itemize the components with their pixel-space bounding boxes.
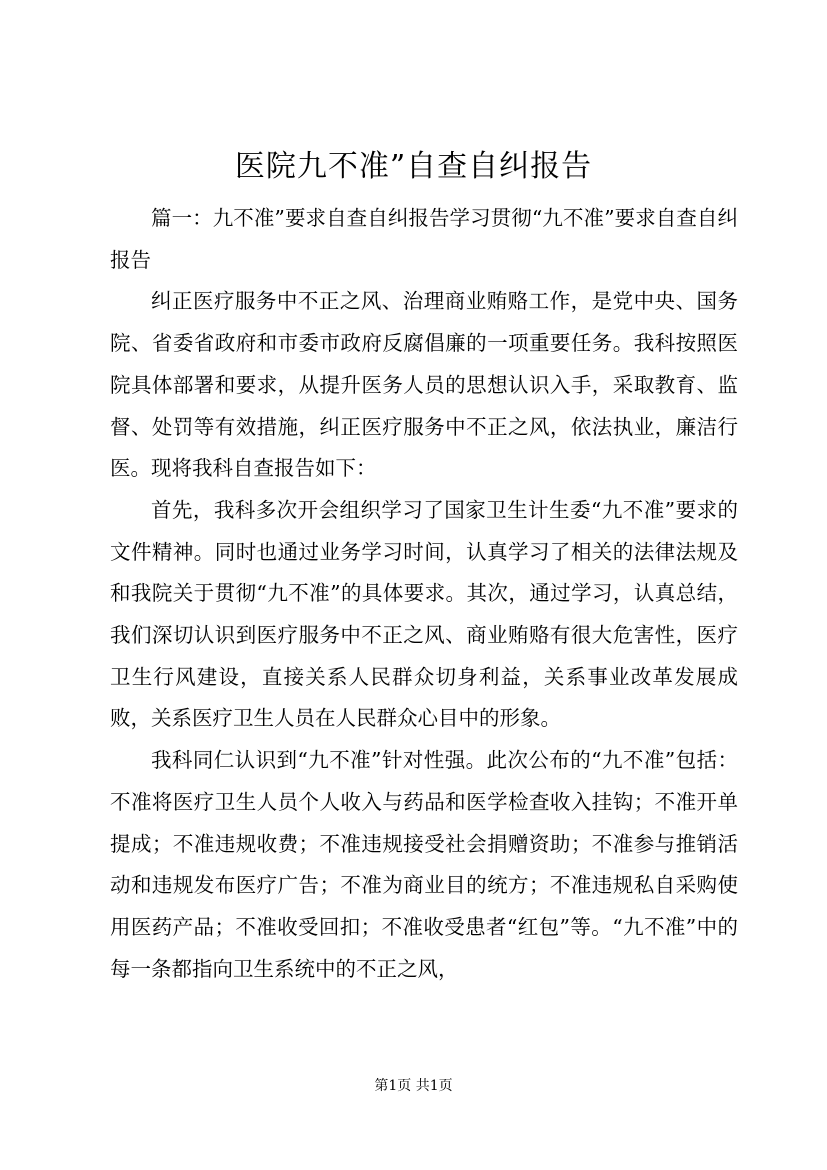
- document-title: 医院九不准”自查自纠报告: [234, 149, 593, 184]
- paragraph: 纠正医疗服务中不正之风、治理商业贿赂工作，是党中央、国务院、省委省政府和市委市政府反腐倡廉的一项重要任务。我科按照医院具体部署和要求，从提升医务人员的思想认识入手，采取教育、监督、处罚等有效措施，纠正医疗服务中不正之风，依法执业，廉洁行医。现将我科自查报告如下：: [110, 289, 738, 481]
- document-body: [110, 198, 738, 990]
- paragraph: 我科同仁认识到“九不准”针对性强。此次公布的“九不准”包括：不准将医疗卫生人员个人收入与药品和医学检查收入挂钩；不准开单提成；不准违规收费；不准违规接受社会捐赠资助；不准参与推销活动和违规发布医疗广告；不准为商业目的统方；不准违规私自采购使用医药产品；不准收受回扣；不准收受患者“红包”等。“九不准”中的每一条都指向卫生系统中的不正之风，: [110, 748, 738, 981]
- section-subheading: 篇一：九不准”要求自查自纠报告学习贯彻“九不准”要求自查自纠报告: [110, 206, 738, 272]
- page-footer: 第1页 共1页: [374, 1078, 453, 1094]
- paragraph: 首先，我科多次开会组织学习了国家卫生计生委“九不准”要求的文件精神。同时也通过业务学习时间，认真学习了相关的法律法规及和我院关于贯彻“九不准”的具体要求。其次，通过学习，认真总结，我们深切认识到医疗服务中不正之风、商业贿赂有很大危害性，医疗卫生行风建设，直接关系人民群众切身利益，关系事业改革发展成败，关系医疗卫生人员在人民群众心目中的形象。: [110, 497, 738, 731]
